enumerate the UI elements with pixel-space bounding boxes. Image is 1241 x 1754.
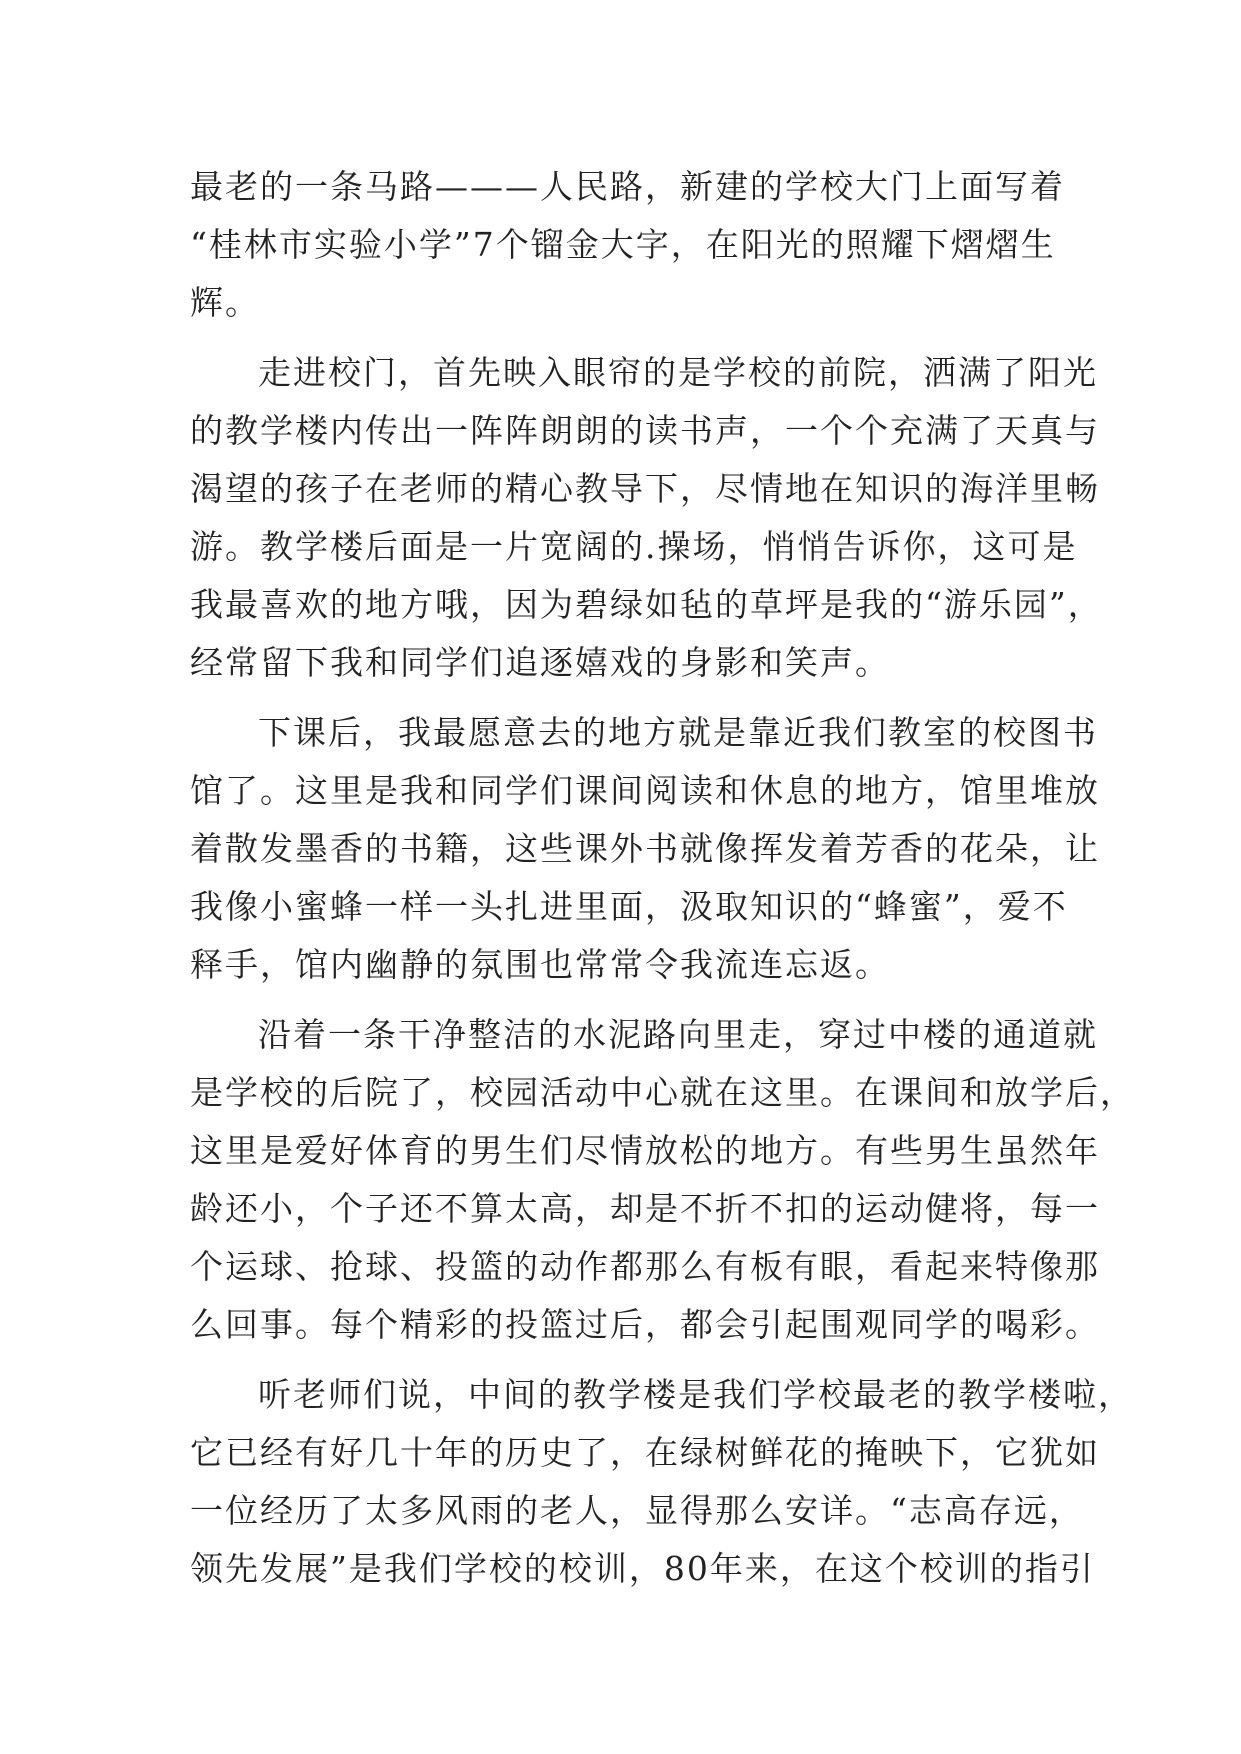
text-line: 最老的一条马路———人民路，新建的学校大门上面写着 (190, 167, 1065, 206)
text-line: 龄还小，个子还不算太高，却是不折不扣的运动健将，每一 (190, 1189, 1100, 1228)
paragraph-first-line: 下课后，我最愿意去的地方就是靠近我们教室的校图书 (258, 713, 1098, 752)
text-line: 我最喜欢的地方哦，因为碧绿如毡的草坪是我的“游乐园”， (190, 585, 1103, 624)
paragraph-first-line: 沿着一条干净整洁的水泥路向里走，穿过中楼的通道就 (258, 1015, 1098, 1054)
text-line: 馆了。这里是我和同学们课间阅读和休息的地方，馆里堆放 (190, 771, 1100, 810)
text-line: 经常留下我和同学们追逐嬉戏的身影和笑声。 (190, 643, 890, 682)
text-line: 领先发展”是我们学校的校训，80年来，在这个校训的指引 (190, 1549, 1095, 1588)
text-line: 我像小蜜蜂一样一头扎进里面，汲取知识的“蜂蜜”，爱不 (190, 887, 1068, 926)
text-line: 这里是爱好体育的男生们尽情放松的地方。有些男生虽然年 (190, 1131, 1100, 1170)
text-line: 释手，馆内幽静的氛围也常常令我流连忘返。 (190, 945, 890, 984)
text-line: 辉。 (190, 283, 260, 322)
paragraph-first-line: 听老师们说，中间的教学楼是我们学校最老的教学楼啦， (258, 1375, 1133, 1414)
document-body (190, 158, 1135, 1598)
text-line: 是学校的后院了，校园活动中心就在这里。在课间和放学后， (190, 1073, 1135, 1112)
text-line: 它已经有好几十年的历史了，在绿树鲜花的掩映下，它犹如 (190, 1433, 1100, 1472)
paragraph-first-line: 走进校门，首先映入眼帘的是学校的前院，洒满了阳光 (258, 353, 1098, 392)
text-line: 一位经历了太多风雨的老人，显得那么安详。“志高存远， (190, 1491, 1084, 1530)
text-line: 渴望的孩子在老师的精心教导下，尽情地在知识的海洋里畅 (190, 469, 1100, 508)
text-line: “桂林市实验小学”7个镏金大字，在阳光的照耀下熠熠生 (190, 225, 1056, 264)
text-line: 着散发墨香的书籍，这些课外书就像挥发着芳香的花朵，让 (190, 829, 1100, 868)
text-line: 么回事。每个精彩的投篮过后，都会引起围观同学的喝彩。 (190, 1305, 1100, 1344)
text-line: 个运球、抢球、投篮的动作都那么有板有眼，看起来特像那 (190, 1247, 1100, 1286)
text-line: 游。教学楼后面是一片宽阔的.操场，悄悄告诉你，这可是 (190, 527, 1078, 566)
text-line: 的教学楼内传出一阵阵朗朗的读书声，一个个充满了天真与 (190, 411, 1100, 450)
